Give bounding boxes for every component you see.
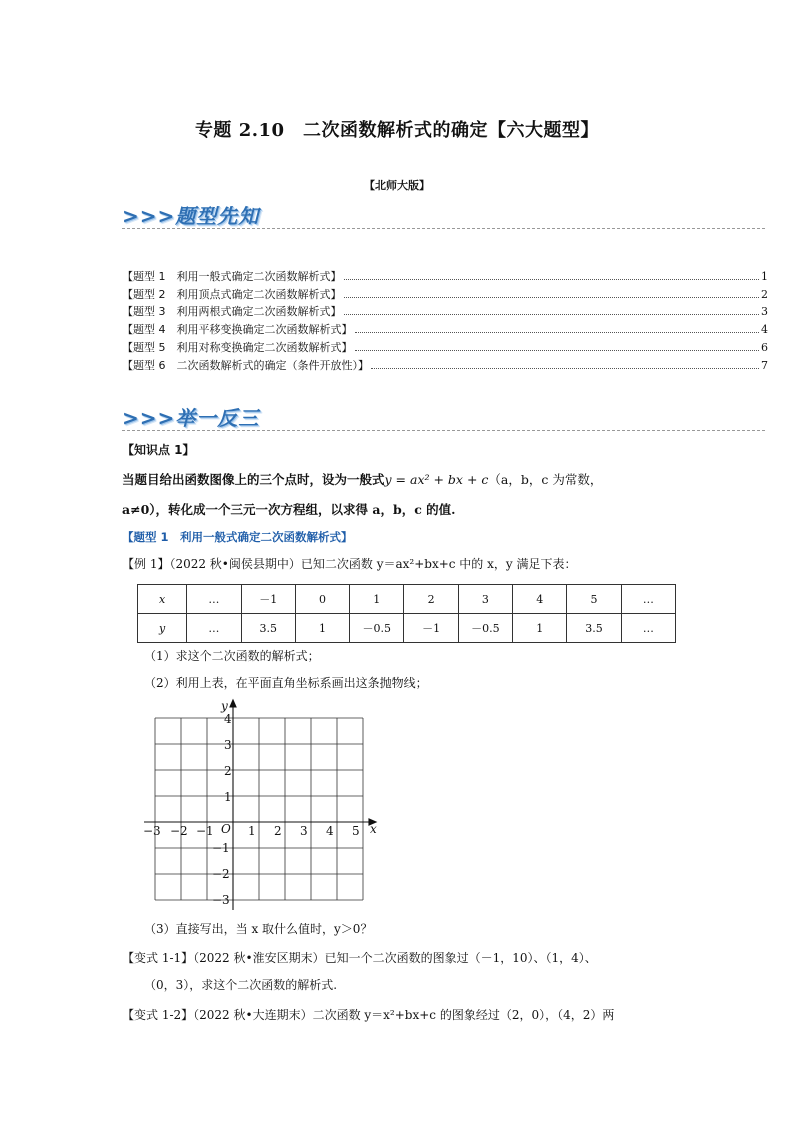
- x-tick-label: −3: [143, 824, 161, 838]
- toc-item-page: 2: [761, 288, 768, 301]
- y-tick-label: 2: [224, 764, 232, 778]
- y-tick-label: −2: [212, 867, 230, 881]
- general-formula: y = ax² + bx + c: [384, 472, 489, 487]
- x-tick-label: 5: [352, 824, 360, 838]
- toc-item[interactable]: [122, 322, 768, 338]
- table-cell: x: [138, 585, 187, 614]
- divider: [122, 430, 765, 431]
- y-tick-label: −3: [212, 893, 230, 907]
- table-row: [138, 585, 676, 614]
- table-cell: －1: [241, 585, 295, 614]
- values-table: [137, 584, 676, 643]
- table-cell: －1: [404, 614, 458, 643]
- type1-heading: 【题型 1 利用一般式确定二次函数解析式】: [122, 530, 353, 544]
- variant-1-2-line1: 【变式 1-2】（2022 秋•大连期末）二次函数 y＝x²+bx+c 的图象经过（2，0），（4，2）两: [122, 1008, 615, 1022]
- y-axis-label: y: [221, 699, 228, 713]
- knowledge-line1: 当题目给出函数图像上的三个点时，设为一般式y = ax² + bx + c（a，b，c 为常数，: [122, 472, 603, 487]
- y-tick-label: 4: [224, 712, 232, 726]
- axes: [144, 700, 376, 910]
- toc-item-label: 【题型 1 利用一般式确定二次函数解析式】: [122, 270, 342, 283]
- toc-item-page: 4: [761, 323, 768, 336]
- table-cell: 3.5: [567, 614, 621, 643]
- table-cell: 1: [295, 614, 349, 643]
- knowledge-heading: 【知识点 1】: [122, 443, 195, 457]
- table-row: [138, 614, 676, 643]
- coordinate-grid: [130, 694, 390, 916]
- x-axis-label: x: [370, 822, 377, 836]
- toc-item[interactable]: [122, 269, 768, 285]
- toc-item-page: 3: [761, 305, 768, 318]
- x-tick-label: −1: [196, 824, 214, 838]
- toc-item[interactable]: [122, 304, 768, 320]
- toc-item-label: 【题型 4 利用平移变换确定二次函数解析式】: [122, 323, 353, 336]
- y-tick-label: −1: [212, 841, 230, 855]
- x-tick-label: 1: [248, 824, 256, 838]
- question-2: （2）利用上表，在平面直角坐标系画出这条抛物线；: [144, 676, 428, 690]
- question-3: （3）直接写出，当 x 取什么值时，y＞0？: [144, 922, 373, 936]
- variant-1-1-line1: 【变式 1-1】（2022 秋•淮安区期末）已知一个二次函数的图象过（－1，10）、（1，4）、: [122, 951, 597, 965]
- toc-item-page: 6: [761, 341, 768, 354]
- toc-item-label: 【题型 3 利用两根式确定二次函数解析式】: [122, 305, 342, 318]
- table-cell: 0: [295, 585, 349, 614]
- y-tick-label: 1: [224, 790, 232, 804]
- y-tick-label: 3: [224, 738, 232, 752]
- table-cell: －0.5: [350, 614, 404, 643]
- table-cell: 3.5: [241, 614, 295, 643]
- question-1: （1）求这个二次函数的解析式；: [144, 649, 320, 663]
- x-tick-label: 2: [274, 824, 282, 838]
- table-cell: 5: [567, 585, 621, 614]
- variant-1-1-line2: （0，3），求这个二次函数的解析式.: [144, 978, 338, 992]
- toc-item-page: 7: [761, 359, 768, 372]
- table-cell: …: [621, 614, 675, 643]
- table-cell: 1: [350, 585, 404, 614]
- x-tick-label: 3: [300, 824, 308, 838]
- table-cell: －0.5: [458, 614, 512, 643]
- toc-item[interactable]: [122, 340, 768, 356]
- edition-label: 【北师大版】: [364, 179, 430, 192]
- table-cell: …: [621, 585, 675, 614]
- section-banner-practice: >>>举一反三: [122, 406, 260, 430]
- toc-item-label: 【题型 2 利用顶点式确定二次函数解析式】: [122, 288, 342, 301]
- table-cell: 3: [458, 585, 512, 614]
- toc-item[interactable]: [122, 358, 768, 374]
- divider: [122, 228, 765, 229]
- table-cell: 1: [513, 614, 567, 643]
- toc-item[interactable]: [122, 287, 768, 303]
- table-cell: …: [187, 614, 241, 643]
- origin-label: O: [221, 822, 231, 836]
- toc-item-page: 1: [761, 270, 768, 283]
- example1-intro: 【例 1】（2022 秋•闽侯县期中）已知二次函数 y＝ax²+bx+c 中的 x，y 满足下表：: [122, 557, 577, 571]
- table-cell: 2: [404, 585, 458, 614]
- toc-item-label: 【题型 6 二次函数解析式的确定（条件开放性）】: [122, 359, 369, 372]
- x-tick-label: 4: [326, 824, 334, 838]
- knowledge-line2: a≠0），转化成一个三元一次方程组，以求得 a，b，c 的值.: [122, 502, 456, 517]
- toc-item-label: 【题型 5 利用对称变换确定二次函数解析式】: [122, 341, 353, 354]
- table-cell: …: [187, 585, 241, 614]
- x-tick-label: −2: [170, 824, 188, 838]
- page-title: 专题 2.10 二次函数解析式的确定【六大题型】: [194, 120, 600, 141]
- section-banner-preview: >>>题型先知: [122, 204, 260, 228]
- table-cell: y: [138, 614, 187, 643]
- grid-lines: [155, 718, 363, 900]
- table-cell: 4: [513, 585, 567, 614]
